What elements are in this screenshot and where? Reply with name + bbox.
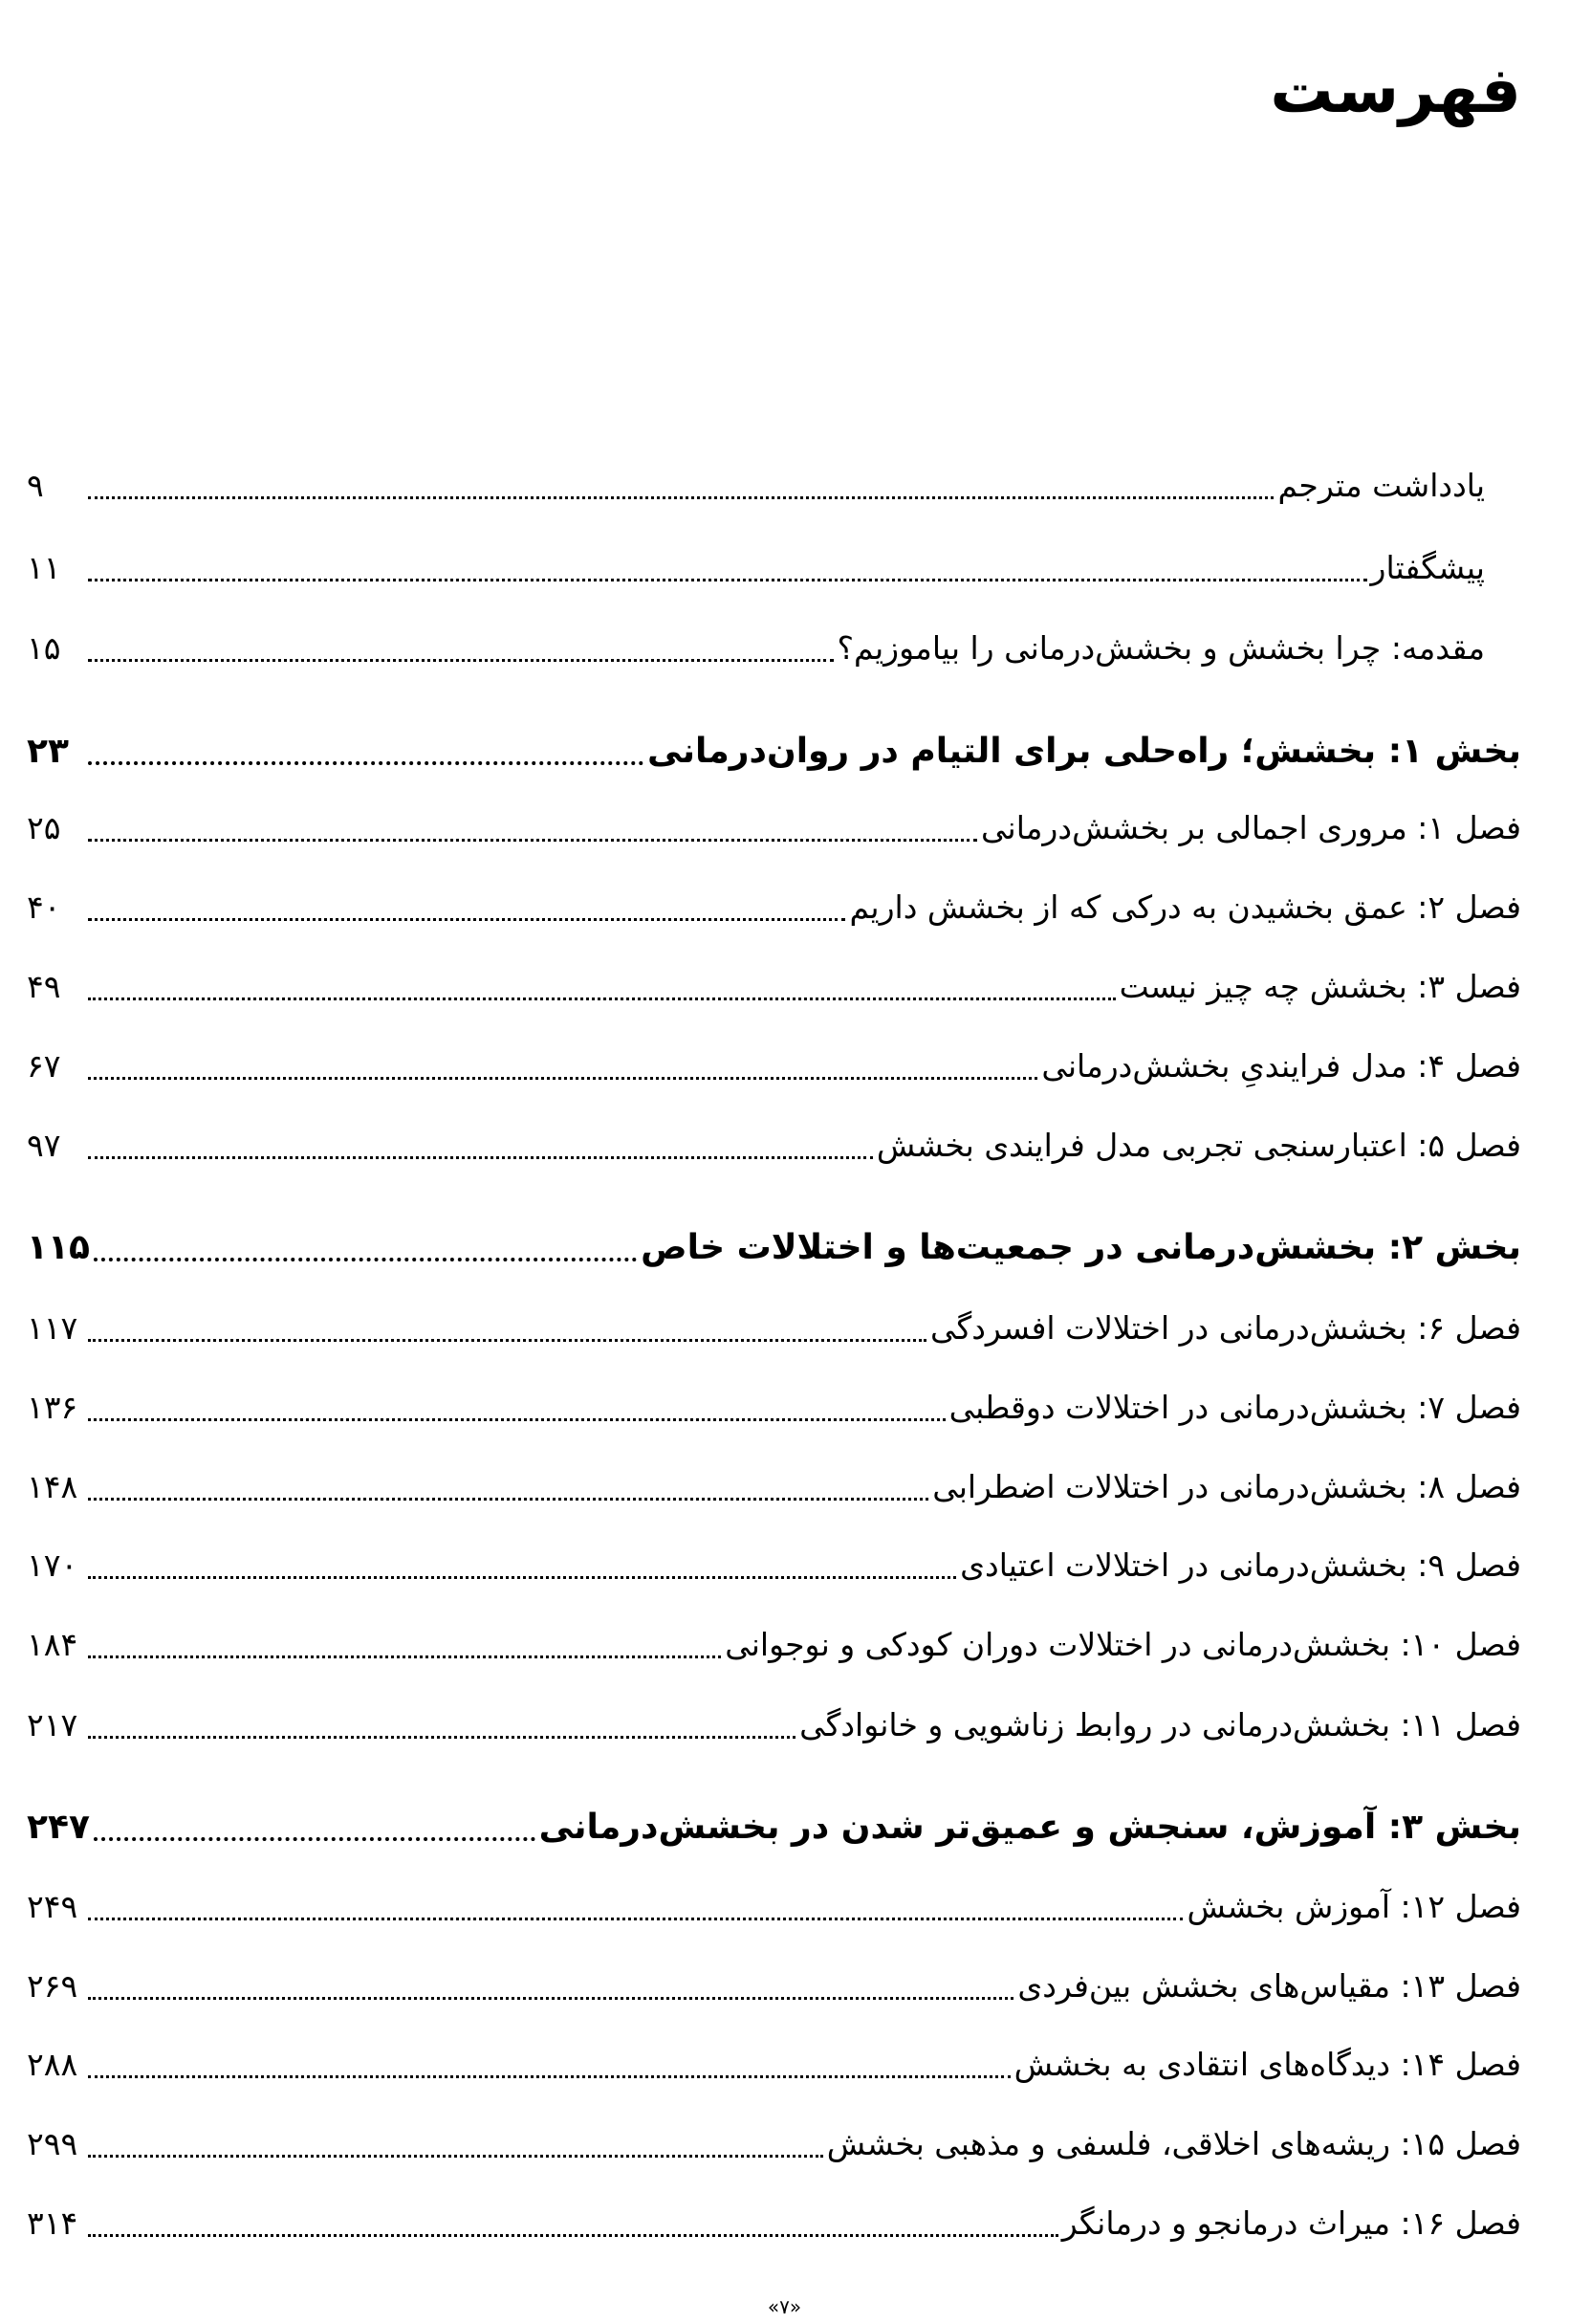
toc-entry-title: فصل ۱۳: مقیاس‌های بخشش بین‌فردی	[1017, 1967, 1521, 2005]
dot-leader	[88, 1918, 1183, 1920]
toc-entry-page: ۱۱۵	[27, 1228, 90, 1267]
toc-entry-title: فصل ۱۶: میراث درمانجو و درمانگر	[1061, 2204, 1521, 2242]
dot-leader	[88, 1736, 795, 1739]
toc-entry-title: فصل ۵: اعتبارسنجی تجربی مدل فرایندی بخشش	[876, 1127, 1521, 1164]
toc-entry-title: فصل ۱۵: ریشه‌های اخلاقی، فلسفی و مذهبی بخشش	[826, 2125, 1521, 2162]
toc-entry-page: ۳۱۴	[27, 2204, 78, 2242]
dot-leader	[88, 579, 1367, 581]
toc-part-heading	[27, 725, 1521, 778]
toc-entry	[27, 960, 1521, 1014]
toc-entry	[27, 1119, 1521, 1173]
dot-leader	[88, 998, 1116, 1000]
toc-entry-page: ۲۴۷	[27, 1808, 90, 1847]
toc-entry	[27, 1880, 1521, 1934]
toc-entry	[27, 541, 1521, 595]
dot-leader	[88, 1339, 926, 1342]
toc-entry-title: فصل ۱۴: دیدگاه‌های انتقادی به بخشش	[1013, 2046, 1521, 2083]
toc-entry-title: فصل ۳: بخشش چه چیز نیست	[1119, 968, 1521, 1005]
table-of-contents	[27, 0, 1521, 2324]
toc-entry-page: ۹۷	[27, 1127, 61, 1164]
toc-entry	[27, 2117, 1521, 2171]
toc-entry-page: ۹	[27, 467, 44, 504]
dot-leader	[88, 1077, 1037, 1080]
dot-leader	[88, 2234, 1058, 2237]
dot-leader	[88, 1655, 721, 1658]
toc-entry-title: بخش ۱: بخشش؛ راه‌حلی برای التیام در روان‌درمانی	[647, 732, 1521, 771]
toc-entry-title: یادداشت مترجم	[1277, 467, 1485, 504]
toc-entry-page: ۲۱۷	[27, 1706, 78, 1743]
dot-leader	[88, 496, 1274, 499]
toc-entry-title: بخش ۲: بخشش‌درمانی در جمعیت‌ها و اختلالات خاص	[641, 1228, 1521, 1267]
toc-entry-page: ۲۴۹	[27, 1888, 78, 1925]
toc-entry-title: فصل ۸: بخشش‌درمانی در اختلالات اضطرابی	[932, 1468, 1521, 1505]
toc-entry-page: ۲۵	[27, 809, 61, 846]
toc-entry-title: مقدمه: چرا بخشش و بخشش‌درمانی را بیاموزیم؟	[837, 629, 1485, 667]
toc-entry	[27, 1618, 1521, 1672]
toc-entry-page: ۱۸۴	[27, 1626, 78, 1663]
toc-entry	[27, 2197, 1521, 2250]
toc-entry-page: ۲۹۹	[27, 2125, 78, 2162]
toc-part-heading	[27, 1801, 1521, 1854]
toc-entry	[27, 459, 1521, 513]
page-number: «۷»	[767, 2295, 802, 2318]
dot-leader	[88, 659, 834, 662]
toc-entry	[27, 1960, 1521, 2013]
toc-entry-page: ۱۱	[27, 549, 61, 586]
toc-entry-page: ۲۶۹	[27, 1967, 78, 2005]
toc-entry	[27, 801, 1521, 855]
dot-leader	[94, 1837, 535, 1841]
toc-entry-title: فصل ۹: بخشش‌درمانی در اختلالات اعتیادی	[960, 1546, 1521, 1584]
toc-entry-title: فصل ۶: بخشش‌درمانی در اختلالات افسردگی	[930, 1309, 1521, 1347]
dot-leader	[88, 839, 977, 842]
toc-entry-title: فصل ۷: بخشش‌درمانی در اختلالات دوقطبی	[948, 1389, 1521, 1426]
toc-entry-page: ۱۴۸	[27, 1468, 78, 1505]
toc-entry-page: ۴۰	[27, 888, 61, 926]
toc-entry-page: ۱۵	[27, 629, 61, 667]
toc-entry-page: ۲۸۸	[27, 2046, 78, 2083]
page-title: فهرست	[1270, 54, 1521, 127]
dot-leader	[88, 1156, 873, 1159]
toc-entry-page: ۴۹	[27, 968, 61, 1005]
toc-entry	[27, 1460, 1521, 1514]
dot-leader	[88, 761, 643, 765]
toc-entry	[27, 1381, 1521, 1435]
toc-part-heading	[27, 1221, 1521, 1275]
toc-entry-title: فصل ۱۲: آموزش بخشش	[1187, 1888, 1521, 1925]
toc-entry-page: ۲۳	[27, 732, 69, 771]
toc-entry	[27, 881, 1521, 934]
toc-entry-title: پیشگفتار	[1370, 549, 1485, 586]
toc-entry-title: بخش ۳: آموزش، سنجش و عمیق‌تر شدن در بخشش‌درمانی	[538, 1808, 1521, 1847]
toc-entry-title: فصل ۲: عمق بخشیدن به درکی که از بخشش داریم	[849, 888, 1521, 926]
dot-leader	[88, 918, 845, 921]
toc-entry	[27, 1539, 1521, 1592]
toc-entry-page: ۱۷۰	[27, 1546, 78, 1584]
toc-entry-page: ۶۷	[27, 1047, 61, 1085]
dot-leader	[88, 2075, 1011, 2078]
toc-entry	[27, 1302, 1521, 1355]
dot-leader	[88, 1576, 956, 1579]
dot-leader	[88, 2155, 823, 2158]
toc-entry-title: فصل ۱: مروری اجمالی بر بخشش‌درمانی	[981, 809, 1521, 846]
dot-leader	[88, 1997, 1013, 2000]
toc-entry-title: فصل ۱۱: بخشش‌درمانی در روابط زناشویی و خانوادگی	[799, 1706, 1521, 1743]
dot-leader	[88, 1498, 928, 1501]
toc-entry	[27, 1699, 1521, 1752]
toc-entry-page: ۱۱۷	[27, 1309, 78, 1347]
dot-leader	[94, 1258, 637, 1261]
toc-entry-page: ۱۳۶	[27, 1389, 78, 1426]
dot-leader	[88, 1418, 946, 1421]
toc-entry	[27, 2038, 1521, 2092]
toc-entry	[27, 1040, 1521, 1093]
toc-entry-title: فصل ۴: مدل فرایندیِ بخشش‌درمانی	[1041, 1047, 1521, 1085]
toc-entry-title: فصل ۱۰: بخشش‌درمانی در اختلالات دوران کودکی و نوجوانی	[725, 1626, 1521, 1663]
toc-entry	[27, 622, 1521, 675]
